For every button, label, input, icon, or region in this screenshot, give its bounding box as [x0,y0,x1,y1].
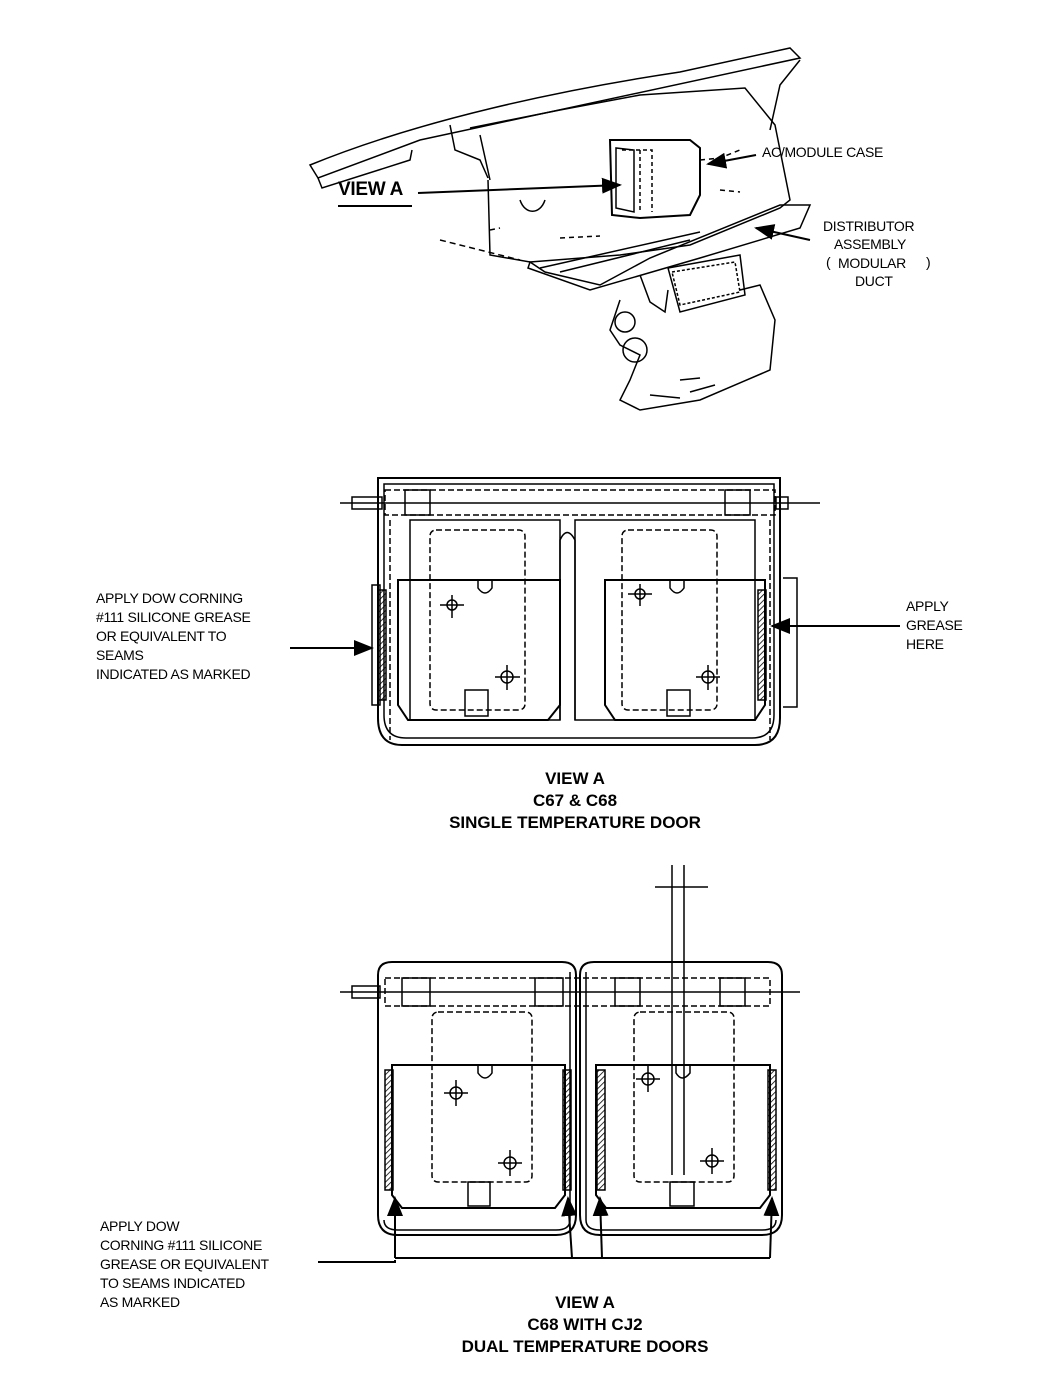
duct-label: DUCT [855,273,893,289]
dual-caption: VIEW A C68 WITH CJ2 DUAL TEMPERATURE DOORS [461,1293,709,1356]
dual-left-note: APPLY DOW CORNING #111 SILICONE GREASE OR EQUIVALENT TO SEAMS INDICATED AS MARKED [100,1218,269,1310]
assembly-label: ASSEMBLY [834,236,907,252]
view-a-arrow [418,185,620,193]
paren-close: ) [926,254,931,270]
overview-arrows [338,155,810,240]
dashboard-illustration [310,48,810,410]
paren-open: ( [826,254,831,270]
single-left-note: APPLY DOW CORNING #111 SILICONE GREASE OR EQUIVALENT TO SEAMS INDICATED AS MARKED [96,590,251,682]
ac-module-case-label: AC/MODULE CASE [762,144,884,160]
ac-module-case-arrow [708,155,756,164]
single-caption: VIEW A C67 & C68 SINGLE TEMPERATURE DOOR [449,769,701,832]
single-door-drawing [340,478,820,745]
dual-door-drawing [340,865,800,1235]
view-a-label: VIEW A [338,179,404,200]
distributor-label: DISTRIBUTOR [823,218,915,234]
single-right-note: APPLY GREASE HERE [906,598,963,652]
modular-label: MODULAR [838,255,906,271]
